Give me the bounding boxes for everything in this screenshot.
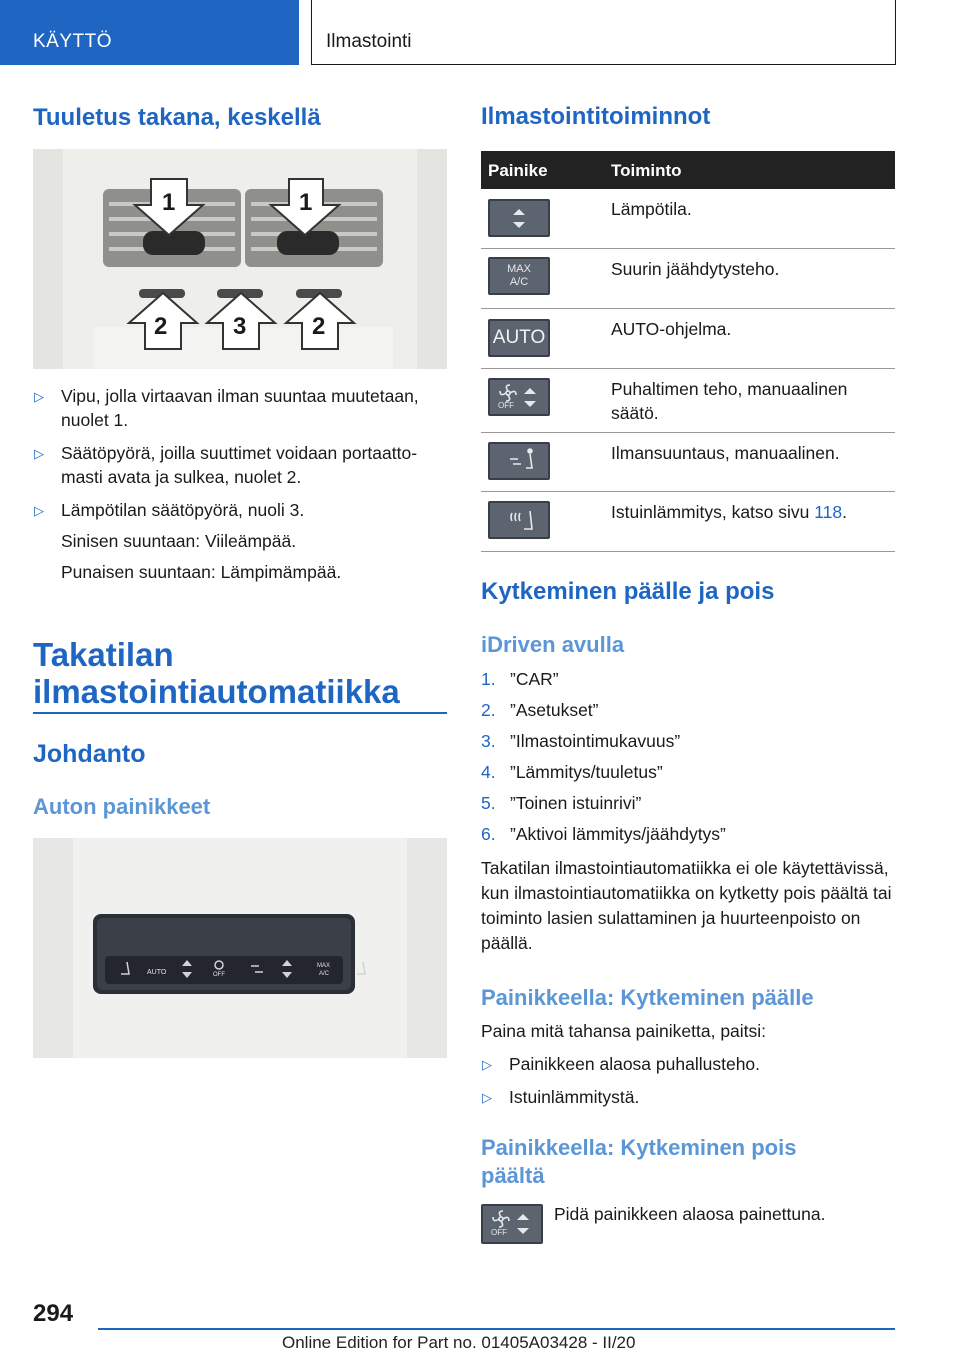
list-item: 5. ”Toinen istuinrivi” [481, 793, 642, 813]
vents-title: Tuuletus takana, keskellä [33, 104, 321, 131]
list-item: ▷ Painikkeen alaosa puhallusteho. [481, 1052, 895, 1076]
chapter-tab [311, 0, 896, 65]
list-item: ▷ Istuinlämmitystä. [481, 1085, 895, 1109]
panel-off-label: OFF [213, 972, 225, 978]
page-number: 294 [33, 1300, 74, 1327]
table-header [481, 151, 895, 189]
vent-bullet-list [33, 384, 447, 593]
sub-line: Sinisen suuntaan: Viileämpää. [61, 531, 297, 551]
page-link-118[interactable]: 118 [814, 502, 843, 522]
list-item: ▷ Vipu, jolla virtaavan ilman suuntaa muutetaan, nuolet 1. [34, 386, 419, 430]
row-desc: AUTO-ohjelma. [611, 319, 732, 339]
triangle-bullet-icon: ▷ [482, 1090, 492, 1105]
auton-painikkeet-heading: Auton painikkeet [33, 794, 211, 819]
exceptions-list [481, 1052, 895, 1118]
table-row [481, 249, 895, 309]
panel-ac-label: A/C [319, 971, 330, 977]
section-big-title: Takatilan ilmastointiautomatiikka [33, 636, 400, 710]
max-ac-icon: MAX A/C [488, 257, 550, 295]
triangle-bullet-icon: ▷ [34, 503, 44, 518]
climate-functions-title: Ilmastointitoiminnot [481, 103, 711, 130]
idrive-heading: iDriven avulla [481, 632, 625, 657]
table-row [481, 492, 895, 552]
triangle-bullet-icon: ▷ [34, 389, 44, 404]
sub-line: Punaisen suuntaan: Lämpimämpää. [61, 562, 342, 582]
section-rule [33, 712, 447, 714]
press-any-paragraph: Paina mitä tahansa painiketta, paitsi: [481, 1021, 767, 1041]
section-tab [0, 0, 299, 65]
idrive-steps [481, 669, 726, 855]
section-label: KÄYTTÖ [33, 31, 113, 52]
col-painike: Painike [488, 161, 548, 180]
rear-vents-image [33, 149, 447, 369]
list-item: 2. ”Asetukset” [481, 700, 599, 720]
list-item: 4. ”Lämmitys/tuuletus” [481, 762, 663, 782]
fan-off-button-icon: OFF [481, 1204, 543, 1244]
table-row [481, 189, 895, 249]
seat-heating-icon [488, 501, 550, 539]
row-desc: Istuinlämmitys, katso sivu 118. [611, 502, 848, 522]
triangle-bullet-icon: ▷ [34, 446, 44, 461]
list-item: ▷ Säätöpyörä, joilla suuttimet voidaan portaattomasti avata ja sulkea, nuolet 2. [34, 443, 418, 487]
list-item: 3. ”Ilmastointimukavuus” [481, 731, 681, 751]
hold-paragraph: Pidä painikkeen alaosa painettuna. [554, 1204, 826, 1224]
list-item: ▷ Lämpötilan säätöpyörä, nuoli 3. [33, 498, 447, 522]
rear-control-panel-image [33, 838, 447, 1058]
fig1-label-2a: 2 [154, 313, 168, 340]
row-desc: Lämpötila. [611, 199, 692, 219]
chapter-label: Ilmastointi [326, 31, 412, 52]
fig1-label-1b: 1 [299, 189, 313, 216]
table-row [481, 433, 895, 492]
row-desc: Suurin jäähdytysteho. [611, 259, 780, 279]
panel-max-label: MAX [317, 963, 331, 969]
johdanto-heading: Johdanto [33, 740, 146, 768]
air-direction-icon [488, 442, 550, 480]
panel-auto-label: AUTO [147, 969, 167, 976]
auto-icon: AUTO [488, 319, 550, 357]
fig1-label-2b: 2 [312, 313, 326, 340]
info-paragraph: Takatilan ilmastointiautomatiikka ei ole käytettävissä, kun ilmastointiautomatiikka on kytketty pois päältä tai toiminto lasien sulattaminen ja huurteenpoisto on päällä. [481, 858, 892, 953]
row-desc: Puhaltimen teho, manuaalinen säätö. [611, 379, 848, 423]
table-row [481, 309, 895, 369]
temperature-arrows-icon [488, 199, 550, 237]
col-toiminto: Toiminto [611, 161, 682, 180]
row-desc: Ilmansuuntaus, manuaalinen. [611, 443, 840, 463]
table-row [481, 369, 895, 433]
list-item: 1. ”CAR” [481, 669, 559, 689]
button-on-heading: Painikkeella: Kytkeminen päälle [481, 985, 814, 1010]
list-item: 6. ”Aktivoi lämmitys/jäähdytys” [481, 824, 726, 844]
triangle-bullet-icon: ▷ [482, 1057, 492, 1072]
fan-off-icon: OFF [488, 378, 550, 416]
fig1-label-3: 3 [233, 313, 247, 340]
edition-text: Online Edition for Part no. 01405A03428 - II/20 [282, 1333, 636, 1352]
fig1-label-1a: 1 [162, 189, 176, 216]
kytkeminen-heading: Kytkeminen päälle ja pois [481, 578, 775, 605]
button-off-heading: Painikkeella: Kytkeminen pois päältä [481, 1135, 797, 1188]
footer-rule [98, 1328, 895, 1330]
